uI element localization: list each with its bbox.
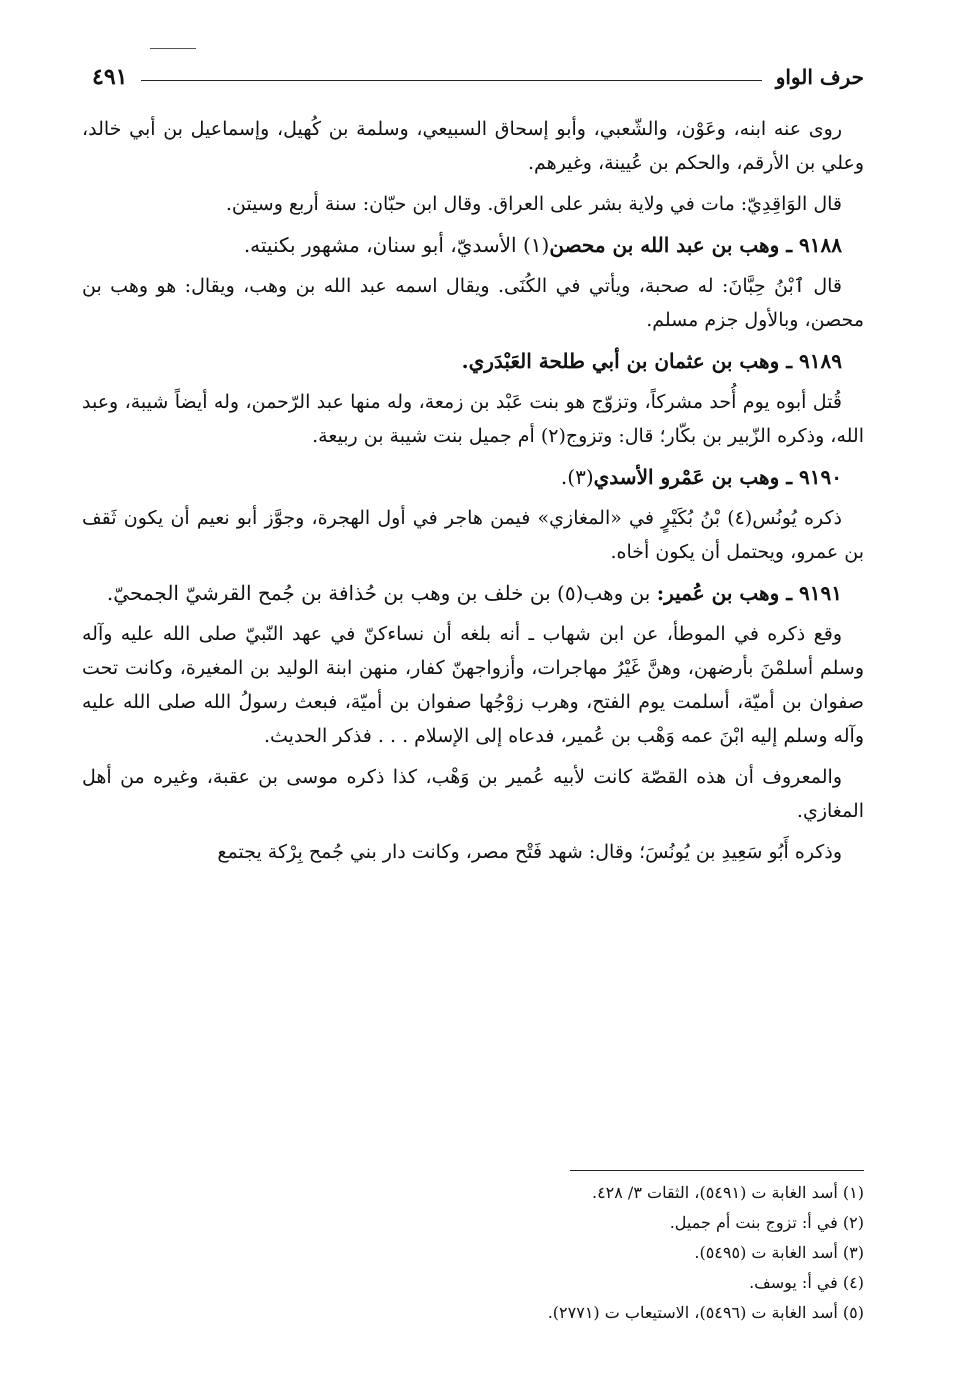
entry-rest: بن وهب(٥) بن خلف بن وهب بن حُذافة بن جُمح القرشيّ الجمحيّ. (106, 581, 657, 605)
paragraph: قُتل أبوه يوم أُحد مشركاً، وتزوّج هو بنت عَبْد بن زمعة، وله منها عبد الرّحمن، وله أيضاً شيبة، وعبد الله، وذكره الزّبير بن بكّار؛ قال: وتزوج(٢) أم جميل بنت شيبة بن ربيعة. (82, 391, 864, 447)
paragraph: قال الوَاقِدِيّ: مات في ولاية بشر على العراق. وقال ابن حبّان: سنة أربع وسيتن. (225, 193, 842, 215)
footnote: (٢) في أ: تزوج بنت أم جميل. (669, 1213, 864, 1232)
running-head: حرف الواو (775, 65, 864, 89)
paragraph: والمعروف أن هذه القصّة كانت لأبيه عُمير بن وَهْب، كذا ذكره موسى بن عقبة، وغيره من أهل المغازي. (82, 766, 864, 822)
footnote: (٥) أسد الغابة ت (٥٤٩٦)، الاستيعاب ت (٢٧٧١). (547, 1303, 864, 1322)
paragraph: ذكره يُونُس(٤) بْنُ بُكَيْرٍ في «المغازي» فيمن هاجر في أول الهجرة، وجوَّز أبو نعيم أن يكون ثَقف بن عمرو، ويحتمل أن يكون أخاه. (82, 507, 864, 563)
entry-head: ٩١٩٠ ـ وهب بن عَمْرو الأسدي (593, 465, 842, 489)
footnote-rule (570, 1170, 864, 1171)
paragraph: وذكره أَبُو سَعِيدِ بن يُونُسَ؛ وقال: شهد فَتْح مصر، وكانت دار بني جُمح بِرْكة يجتمع (217, 841, 842, 863)
entry-head: ٩١٨٩ ـ وهب بن عثمان بن أبي طلحة العَبْدَري. (461, 349, 842, 373)
body-text (82, 112, 864, 869)
top-mark (150, 48, 196, 49)
entry-head: ٩١٨٨ ـ وهب بن عبد الله بن محصن (549, 233, 842, 257)
page-header (92, 62, 864, 92)
paragraph: وقع ذكره في الموطأ، عن ابن شهاب ـ أنه بلغه أن نساءكنّ في عهد النّبيّ صلى الله عليه وآله وسلم أسلمْنَ بأرضهن، وهنَّ غَيْرُ مهاجرات، وأزواجهنّ كفار، منهن ابنة الوليد بن المغيرة، وكانت تحت صفوان بن أميّة، أسلمت يوم الفتح، وهرب زوْجُها صفوان بن أميّة، فبعث رسولُ الله صلى الله عليه وآله وسلم إليه ابْنَ عمه وَهْب بن عُمير، فدعاه إلى الإسلام . . . فذكر الحديث. (82, 623, 864, 747)
entry-rest: (١) الأسديّ، أبو سنان، مشهور بكنيته. (243, 233, 550, 257)
entry-heading-9188 (82, 228, 864, 262)
footnote: (٣) أسد الغابة ت (٥٤٩٥). (694, 1243, 864, 1262)
entry-heading-9189 (82, 344, 864, 378)
footnotes (82, 1178, 864, 1328)
paragraph: قال ٱبْنُ حِبَّانَ: له صحبة، ويأتي في الكُنَى. ويقال اسمه عبد الله بن وهب، ويقال: هو وهب بن محصن، وبالأول جزم مسلم. (82, 275, 864, 331)
footnote: (١) أسد الغابة ت (٥٤٩١)، الثقات ٣/ ٤٢٨. (591, 1183, 864, 1202)
entry-head: ٩١٩١ ـ وهب بن عُمير: (656, 581, 842, 605)
header-rule (141, 80, 761, 81)
paragraph: روى عنه ابنه، وعَوْن، والشّعبي، وأبو إسحاق السبيعي، وسلمة بن كُهيل، وإسماعيل بن أبي خالد، وعلي بن الأرقم، والحكم بن عُيينة، وغيرهم. (82, 118, 864, 174)
entry-heading-9190 (82, 460, 864, 494)
entry-heading-9191 (82, 576, 864, 610)
page-number: ٤٩١ (92, 64, 128, 90)
footnote: (٤) في أ: يوسف. (749, 1273, 864, 1292)
entry-rest: (٣). (560, 465, 594, 489)
